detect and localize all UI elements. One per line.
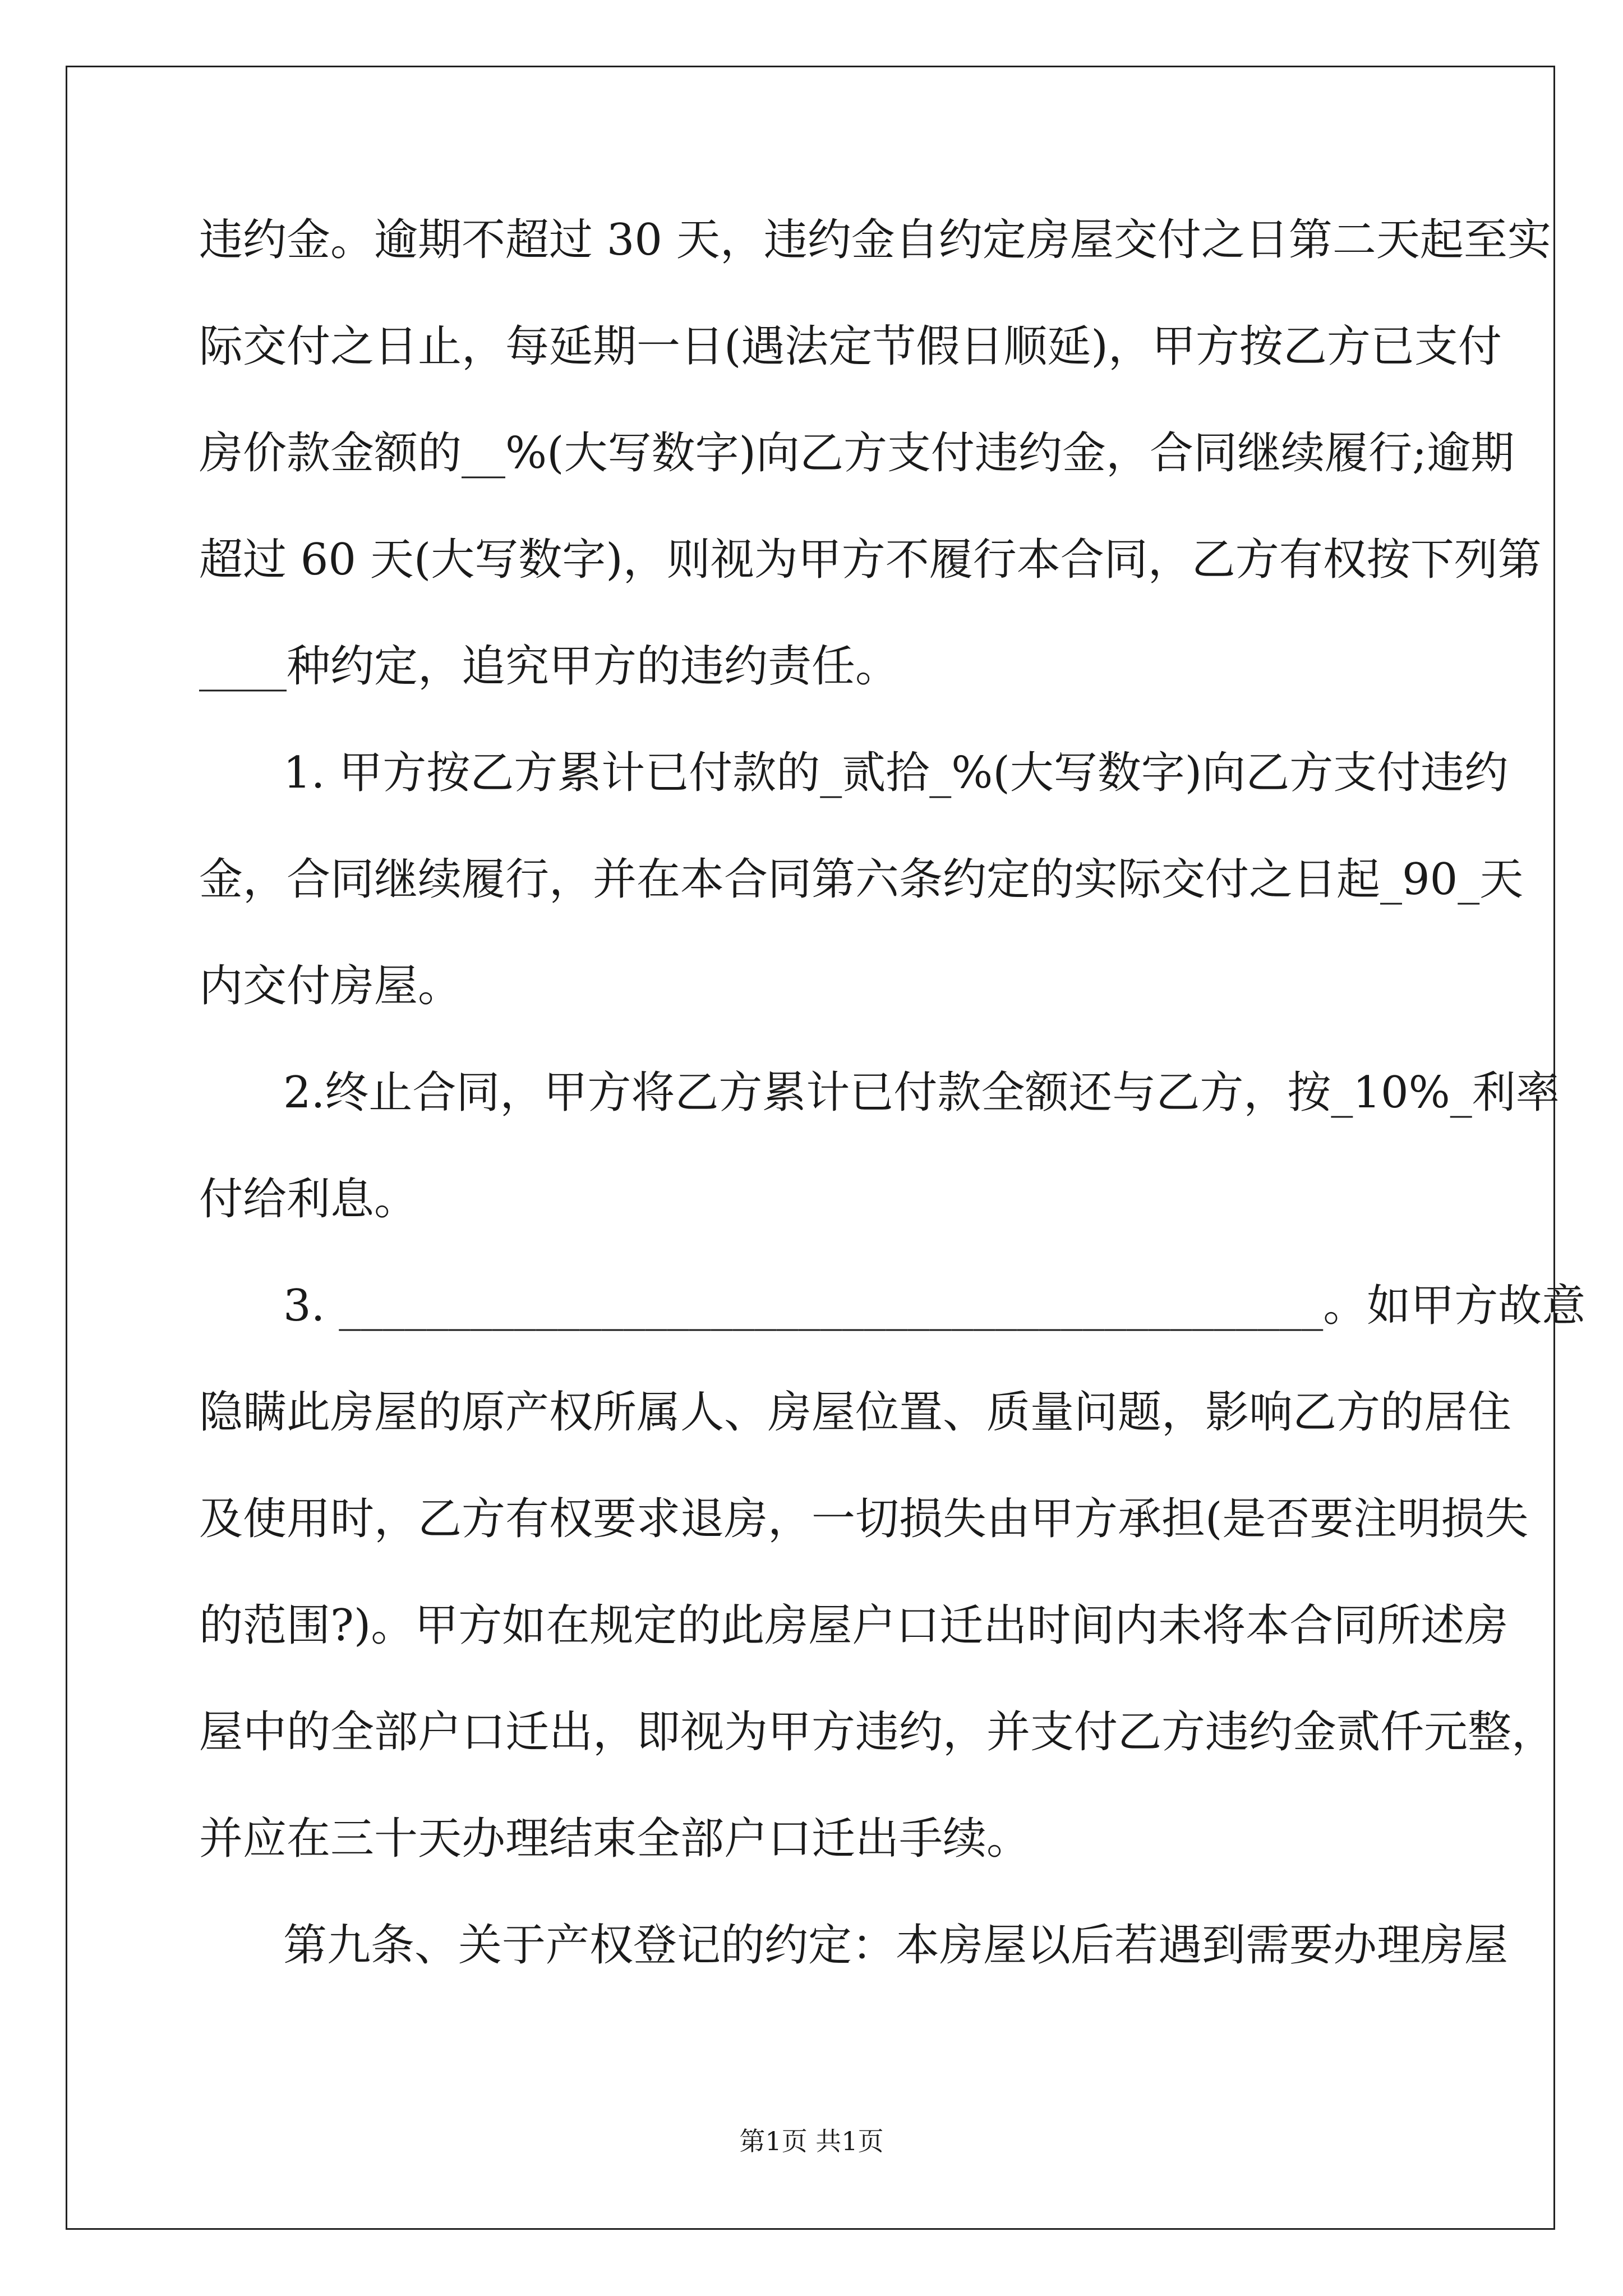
text-line: 超过 60 天(大写数字)，则视为甲方不履行本合同，乙方有权按下列第 bbox=[199, 535, 1542, 585]
text-line: ____种约定，追究甲方的违约责任。 bbox=[199, 641, 900, 692]
text-line: 3. _____________________________________________。如甲方故意 bbox=[283, 1281, 1586, 1331]
text-line: 内交付房屋。 bbox=[199, 961, 462, 1011]
text-line: 2.终止合同，甲方将乙方累计已付款全额还与乙方，按_10%_利率 bbox=[283, 1068, 1560, 1118]
text-line: 金，合同继续履行，并在本合同第六条约定的实际交付之日起_90_天 bbox=[199, 854, 1524, 905]
page-footer: 第1页 共1页 bbox=[739, 2126, 884, 2156]
text-line: 第九条、关于产权登记的约定：本房屋以后若遇到需要办理房屋 bbox=[283, 1920, 1509, 1971]
document-body bbox=[199, 212, 1586, 1973]
text-line: 并应在三十天办理结束全部户口迁出手续。 bbox=[199, 1814, 1031, 1864]
text-line: 付给利息。 bbox=[199, 1174, 418, 1225]
text-line: 房价款金额的__%(大写数字)向乙方支付违约金，合同继续履行;逾期 bbox=[199, 428, 1515, 478]
text-line: 隐瞒此房屋的原产权所属人、房屋位置、质量问题，影响乙方的居住 bbox=[199, 1387, 1512, 1438]
text-line: 的范围?)。甲方如在规定的此房屋户口迁出时间内未将本合同所述房 bbox=[199, 1600, 1509, 1651]
text-line: 际交付之日止，每延期一日(遇法定节假日顺延)，甲方按乙方已支付 bbox=[199, 321, 1502, 372]
text-line: 违约金。逾期不超过 30 天，违约金自约定房屋交付之日第二天起至实 bbox=[199, 215, 1551, 265]
text-line: 屋中的全部户口迁出，即视为甲方违约，并支付乙方违约金贰仟元整， bbox=[199, 1707, 1556, 1757]
text-line: 1. 甲方按乙方累计已付款的_贰拾_%(大写数字)向乙方支付违约 bbox=[283, 748, 1509, 798]
text-line: 及使用时，乙方有权要求退房，一切损失由甲方承担(是否要注明损失 bbox=[199, 1494, 1529, 1544]
